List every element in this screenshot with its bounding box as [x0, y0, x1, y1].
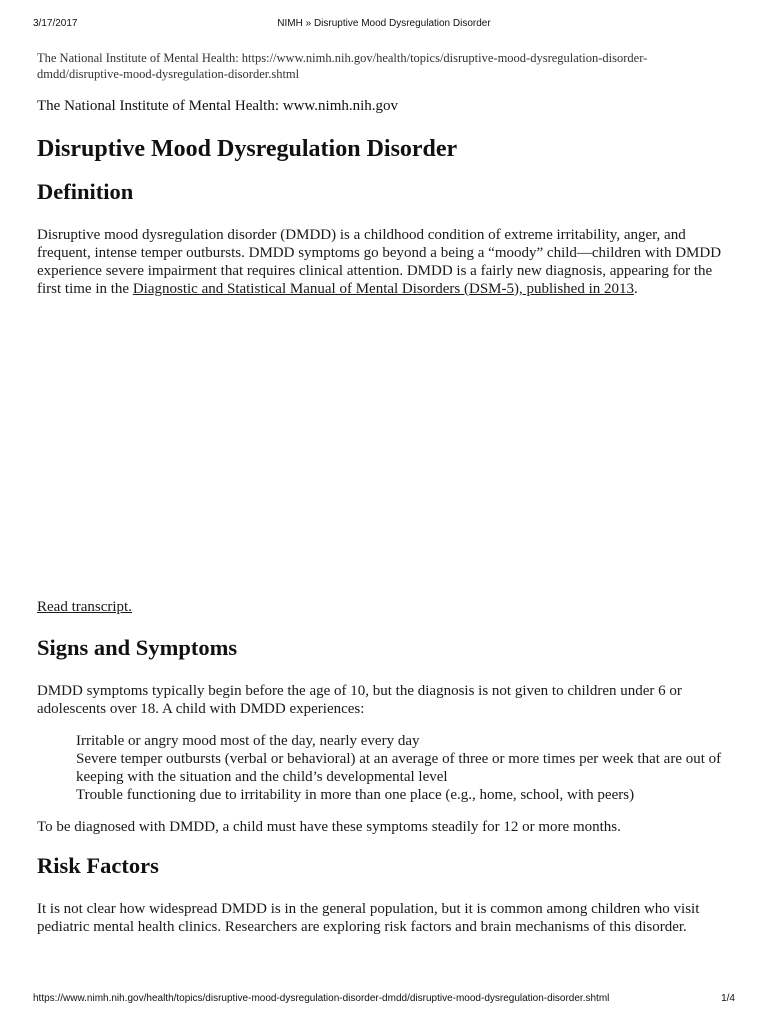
definition-text-start: Disruptive mood dysregulation disorder (DMDD) is a childhood condition of extreme irritability, anger, and frequent, intense temper outbursts. DMDD symptoms go beyond a being a “moody” child—children with DMDD experience severe impairment that requires clinical attention. DMDD is a fairly new diagnosis, appearing for the first time in the	[37, 227, 722, 297]
read-transcript-link[interactable]: Read transcript.	[37, 599, 132, 615]
dsm5-link[interactable]: Diagnostic and Statistical Manual of Mental Disorders (DSM-5), published in 2013	[132, 281, 635, 297]
print-footer	[0, 993, 768, 1007]
source-url-line: The National Institute of Mental Health: https://www.nimh.nih.gov/health/topics/disruptive-mood-dysregulation-disorder-dmdd/disruptive-mood-dysregulation-disorder.shtml	[37, 51, 648, 81]
symptom-item: Irritable or angry mood most of the day, nearly every day	[76, 733, 420, 749]
page-title: Disruptive Mood Dysregulation Disorder	[37, 136, 458, 162]
footer-url: https://www.nimh.nih.gov/health/topics/disruptive-mood-dysregulation-disorder-dmdd/disruptive-mood-dysregulation-disorder.shtml	[33, 993, 610, 1004]
definition-text-end: .	[634, 281, 638, 297]
definition-paragraph	[37, 226, 731, 298]
signs-intro: DMDD symptoms typically begin before the age of 10, but the diagnosis is not given to children under 6 or adolescents over 18. A child with DMDD experiences:	[37, 683, 682, 717]
symptom-item: Trouble functioning due to irritability in more than one place (e.g., home, school, with peers)	[76, 787, 635, 803]
transcript-paragraph	[37, 598, 731, 616]
risk-paragraph: It is not clear how widespread DMDD is in the general population, but it is common among children who visit pediatric mental health clinics. Researchers are exploring risk factors and brain mechanisms of this disorder.	[37, 901, 700, 935]
definition-heading: Definition	[37, 179, 134, 204]
print-header	[0, 18, 768, 32]
site-line: The National Institute of Mental Health: www.nimh.nih.gov	[37, 98, 399, 114]
signs-closing: To be diagnosed with DMDD, a child must have these symptoms steadily for 12 or more months.	[37, 819, 621, 835]
symptom-list	[76, 732, 736, 804]
embedded-video-area	[37, 325, 727, 590]
print-title: NIMH » Disruptive Mood Dysregulation Disorder	[277, 18, 491, 29]
print-date: 3/17/2017	[33, 18, 78, 29]
risk-heading: Risk Factors	[37, 853, 159, 878]
symptom-item: Severe temper outbursts (verbal or behavioral) at an average of three or more times per week that are out of keeping with the situation and the child’s developmental level	[76, 751, 722, 785]
signs-heading: Signs and Symptoms	[37, 635, 238, 660]
page-number: 1/4	[721, 993, 735, 1004]
